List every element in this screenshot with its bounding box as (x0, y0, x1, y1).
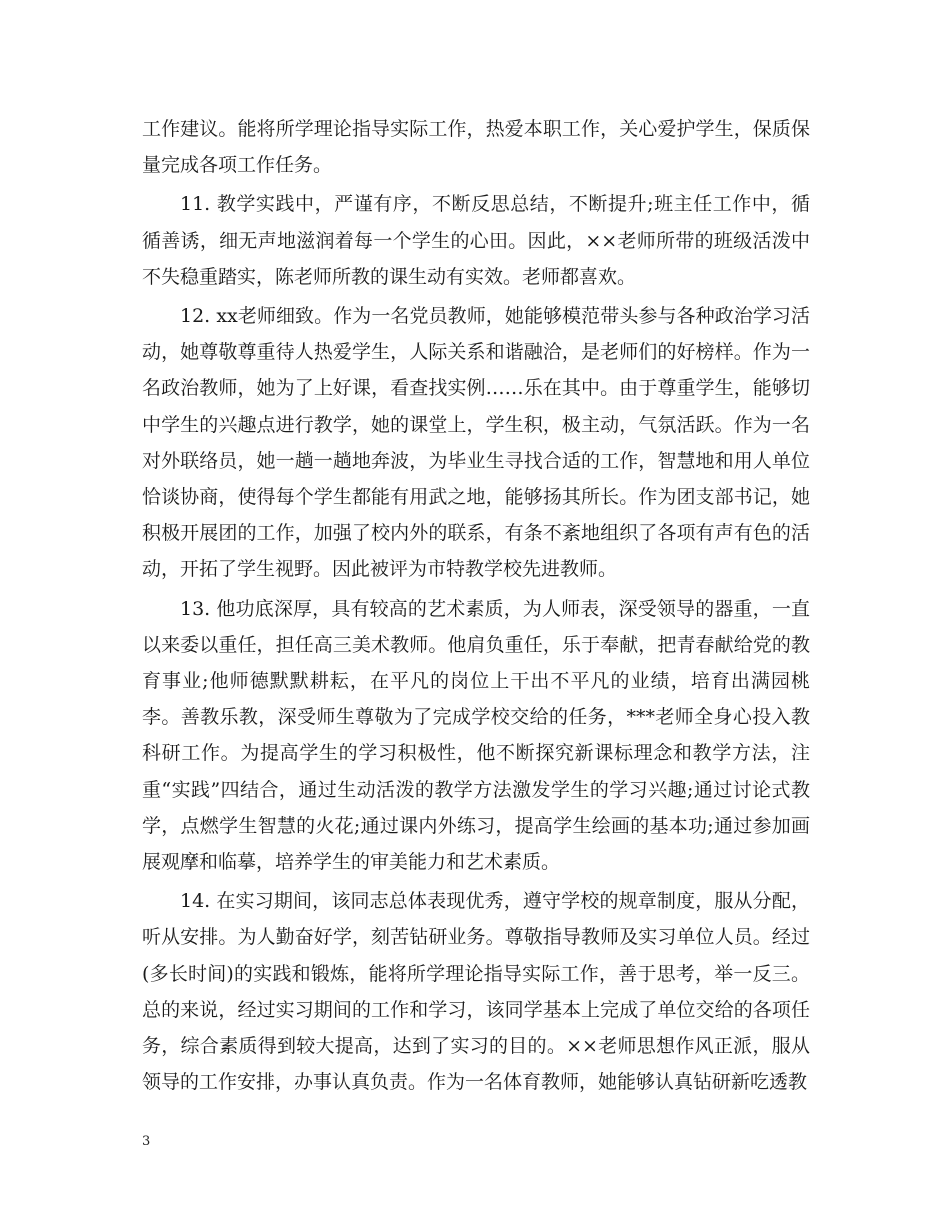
document-body (142, 111, 810, 1103)
paragraph-item-13: 13. 他功底深厚，具有较高的艺术素质，为人师表，深受领导的器重，一直以来委以重任，担任高三美术教师。他肩负重任，乐于奉献，把青春献给党的教育事业;他师德默默耕耘，在平凡的岗位上干出不平凡的业绩，培育出满园桃李。善教乐教，深受师生尊敬为了完成学校交给的任务，***老师全身心投入教科研工作。为提高学生的学习积极性，他不断探究新课标理念和教学方法，注重“实践”四结合，通过生动活泼的教学方法激发学生的学习兴趣;通过讨论式教学，点燃学生智慧的火花;通过课内外练习，提高学生绘画的基本功;通过参加画展观摩和临摹，培养学生的审美能力和艺术素质。 (142, 597, 810, 874)
page-number: 3 (142, 1134, 151, 1149)
paragraph-item-11: 11. 教学实践中，严谨有序，不断反思总结，不断提升;班主任工作中，循循善诱，细无声地滋润着每一个学生的心田。因此，××老师所带的班级活泼中不失稳重踏实，陈老师所教的课生动有实效。老师都喜欢。 (142, 193, 810, 288)
paragraph-item-12: 12. xx老师细致。作为一名党员教师，她能够模范带头参与各种政治学习活动，她尊敬尊重待人热爱学生，人际关系和谐融洽，是老师们的好榜样。作为一名政治教师，她为了上好课，看查找实例……乐在其中。由于尊重学生，能够切中学生的兴趣点进行教学，她的课堂上，学生积，极主动，气氛活跃。作为一名对外联络员，她一趟一趟地奔波，为毕业生寻找合适的工作，智慧地和用人单位恰谈协商，使得每个学生都能有用武之地，能够扬其所长。作为团支部书记，她积极开展团的工作，加强了校内外的联系，有条不紊地组织了各项有声有色的活动，开拓了学生视野。因此被评为市特教学校先进教师。 (142, 305, 810, 581)
paragraph-item-14: 14. 在实习期间，该同志总体表现优秀，遵守学校的规章制度，服从分配，听从安排。为人勤奋好学，刻苦钻研业务。尊敬指导教师及实习单位人员。经过(多长时间)的实践和锻炼，能将所学理论指导实际工作，善于思考，举一反三。总的来说，经过实习期间的工作和学习，该同学基本上完成了单位交给的各项任务，综合素质得到较大提高，达到了实习的目的。××老师思想作风正派，服从领导的工作安排，办事认真负责。作为一名体育教师，她能够认真钻研新吃透教 (142, 890, 810, 1094)
paragraph-continuation: 工作建议。能将所学理论指导实际工作，热爱本职工作，关心爱护学生，保质保量完成各项工作任务。 (142, 118, 810, 177)
